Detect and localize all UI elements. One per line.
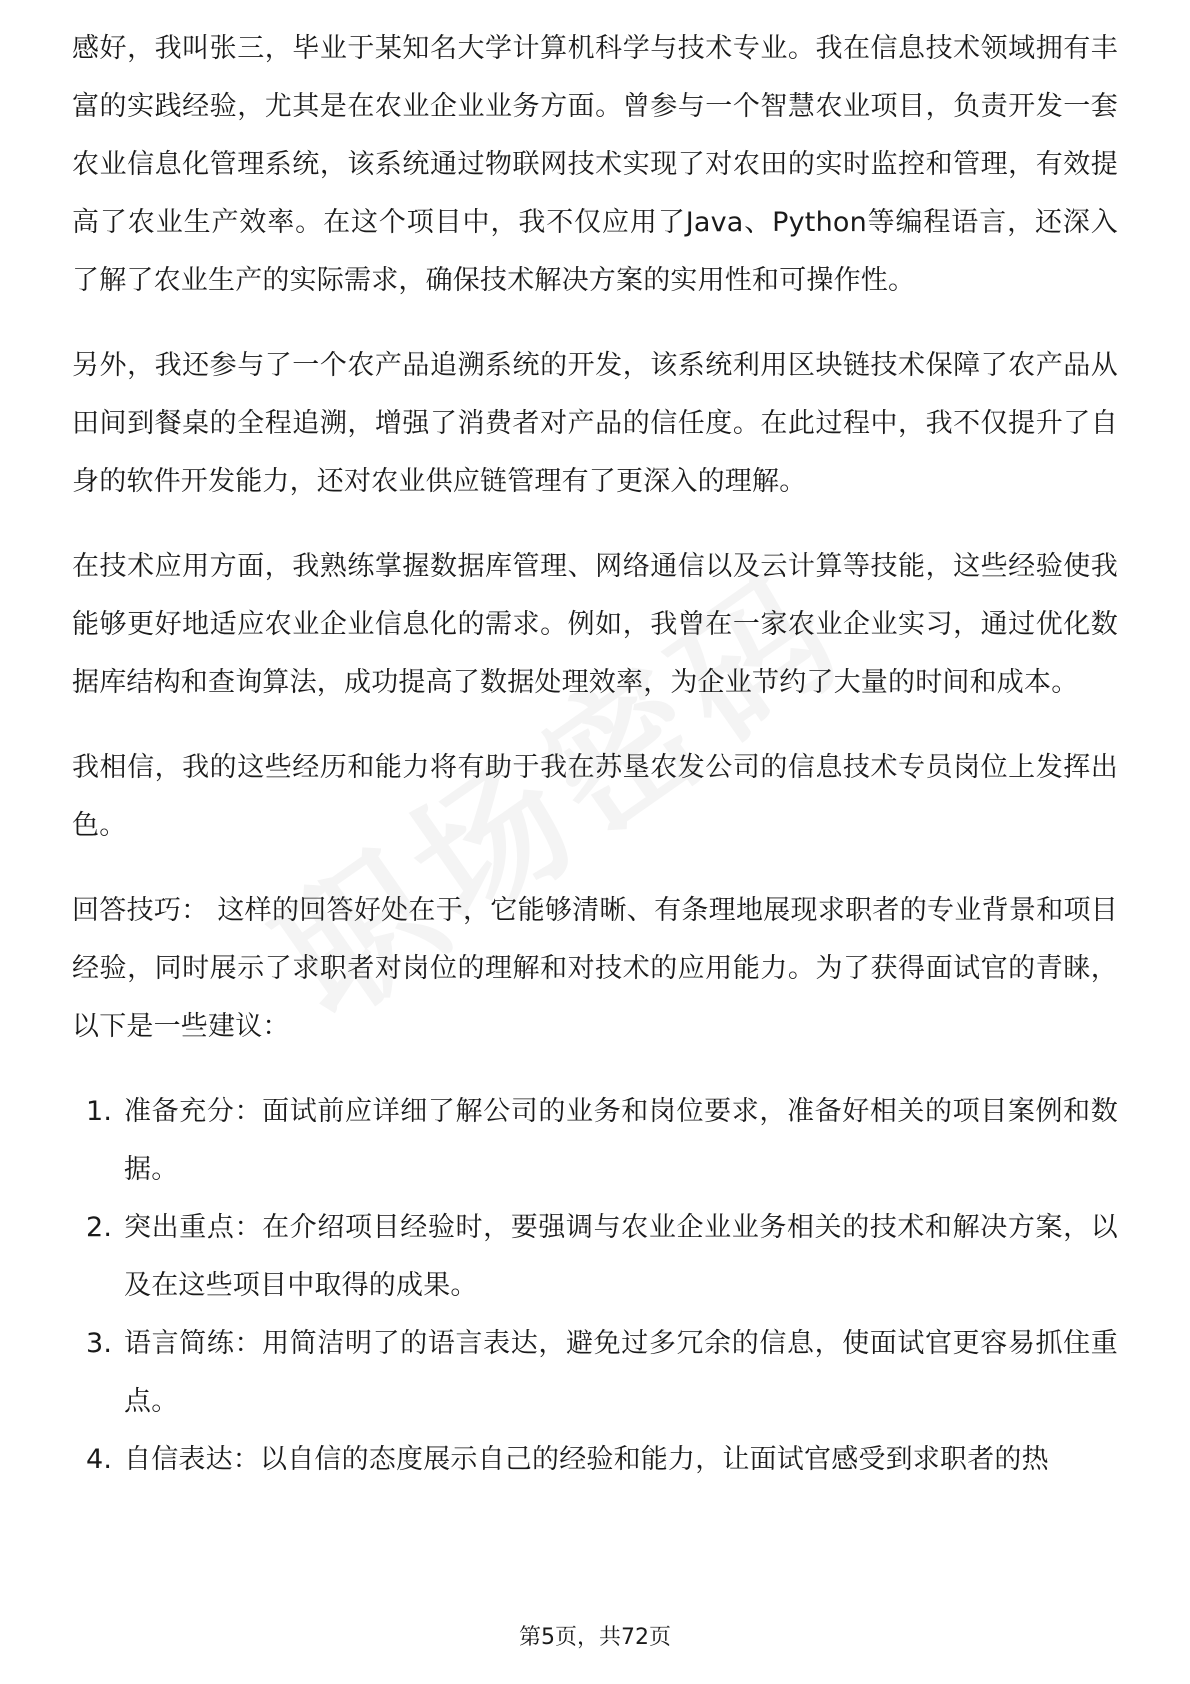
list-item-text: 准备充分：面试前应详细了解公司的业务和岗位要求，准备好相关的项目案例和数据。 (124, 1096, 1118, 1185)
paragraph-answer-tips: 回答技巧： 这样的回答好处在于，它能够清晰、有条理地展现求职者的专业背景和项目经验，同时展示了求职者对岗位的理解和对技术的应用能力。为了获得面试官的青睐，以下是一些建议： (72, 895, 1118, 1042)
list-item-text: 自信表达：以自信的态度展示自己的经验和能力，让面试官感受到求职者的热 (124, 1444, 1049, 1475)
list-number: 3. (86, 1328, 113, 1359)
tips-list (72, 1083, 1118, 1489)
document-body (72, 20, 1118, 1489)
paragraph-experience: 感好，我叫张三，毕业于某知名大学计算机科学与技术专业。我在信息技术领域拥有丰富的实践经验，尤其是在农业企业业务方面。曾参与一个智慧农业项目，负责开发一套农业信息化管理系统，该系统通过物联网技术实现了对农田的实时监控和管理，有效提高了农业生产效率。在这个项目中，我不仅应用了Java、Python等编程语言，还深入了解了农业生产的实际需求，确保技术解决方案的实用性和可操作性。 (72, 33, 1118, 296)
list-item-text: 突出重点：在介绍项目经验时，要强调与农业企业业务相关的技术和解决方案，以及在这些项目中取得的成果。 (124, 1212, 1118, 1301)
list-number: 1. (86, 1096, 113, 1127)
paragraph-conclusion: 我相信，我的这些经历和能力将有助于我在苏垦农发公司的信息技术专员岗位上发挥出色。 (72, 752, 1118, 841)
list-number: 2. (86, 1212, 113, 1243)
list-item (72, 1431, 1118, 1489)
list-item (72, 1083, 1118, 1199)
paragraph-tech-skills: 在技术应用方面，我熟练掌握数据库管理、网络通信以及云计算等技能，这些经验使我能够更好地适应农业企业信息化的需求。例如，我曾在一家农业企业实习，通过优化数据库结构和查询算法，成功提高了数据处理效率，为企业节约了大量的时间和成本。 (72, 551, 1118, 698)
list-item-text: 语言简练：用简洁明了的语言表达，避免过多冗余的信息，使面试官更容易抓住重点。 (124, 1328, 1118, 1417)
list-item (72, 1315, 1118, 1431)
list-number: 4. (86, 1444, 113, 1475)
paragraph-traceability: 另外，我还参与了一个农产品追溯系统的开发，该系统利用区块链技术保障了农产品从田间到餐桌的全程追溯，增强了消费者对产品的信任度。在此过程中，我不仅提升了自身的软件开发能力，还对农业供应链管理有了更深入的理解。 (72, 350, 1118, 497)
page-number-footer: 第5页，共72页 (519, 1625, 671, 1650)
list-item (72, 1199, 1118, 1315)
